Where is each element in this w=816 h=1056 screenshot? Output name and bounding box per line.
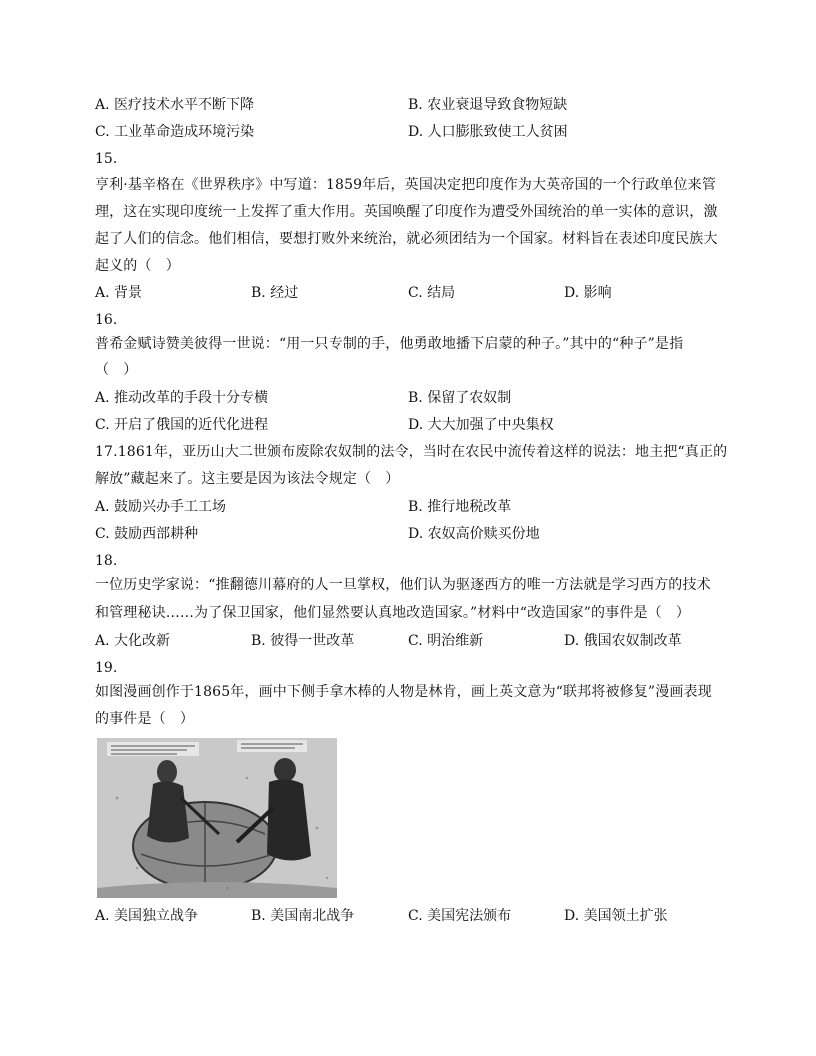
q18-option-b: B. 彼得一世改革 [251,633,355,649]
q19-option-c: C. 美国宪法颁布 [408,908,512,924]
q14-option-b: B. 农业衰退导致食物短缺 [408,97,568,113]
q17-option-c: C. 鼓励西部耕种 [95,526,199,542]
q16-option-a: A. 推动改革的手段十分专横 [95,390,269,406]
q16-stem-line: （ ） [95,362,138,378]
q19-stem-line: 如图漫画创作于1865年，画中下侧手拿木棒的人物是林肯，画上英文意为“联邦将被修复”漫画表现 [95,684,712,700]
q16-number: 16. [95,312,118,328]
q15-stem-line: 起了人们的信念。他们相信，要想打败外来统治，就必须团结为一个国家。材料旨在表述印度民族大 [95,231,718,247]
q19-number: 19. [95,660,118,676]
q18-option-c: C. 明治维新 [408,633,484,649]
q18-option-a: A. 大化改新 [95,633,171,649]
q17-stem-line: 解放”藏起来了。这主要是因为该法令规定（ ） [95,471,400,487]
q15-option-a: A. 背景 [95,285,143,301]
q17-option-b: B. 推行地税改革 [408,499,512,515]
q17-option-a: A. 鼓励兴办手工工场 [95,499,227,515]
q15-stem-line: 理，这在实现印度统一上发挥了重大作用。英国唤醒了印度作为遭受外国统治的单一实体的意识，激 [95,204,718,220]
q17-stem-line: 17.1861年，亚历山大二世颁布废除农奴制的法令，当时在农民中流传着这样的说法：地主把“真正的 [95,444,728,460]
q19-option-d: D. 美国领土扩张 [564,908,668,924]
q18-stem-line: 一位历史学家说：“推翻德川幕府的人一旦掌权，他们认为驱逐西方的唯一方法就是学习西方的技术 [95,577,711,593]
q15-option-c: C. 结局 [408,285,456,301]
q16-option-b: B. 保留了农奴制 [408,390,512,406]
q18-stem-line: 和管理秘诀……为了保卫国家，他们显然要认真地改造国家。”材料中“改造国家”的事件是（ ） [95,605,691,621]
q16-stem-line: 普希金赋诗赞美彼得一世说：“用一只专制的手，他勇敢地播下启蒙的种子。”其中的“种子”是指 [95,336,684,352]
q19-stem-line: 的事件是（ ） [95,711,195,727]
q15-option-d: D. 影响 [564,285,612,301]
q15-stem-line: 起义的（ ） [95,258,180,274]
q19-option-a: A. 美国独立战争 [95,908,199,924]
q18-option-d: D. 俄国农奴制改革 [564,633,682,649]
q15-number: 15. [95,151,118,167]
q17-option-d: D. 农奴高价赎买份地 [408,526,540,542]
q15-option-b: B. 经过 [251,285,299,301]
q14-option-c: C. 工业革命造成环境污染 [95,124,255,140]
q14-option-d: D. 人口膨胀致使工人贫困 [408,124,568,140]
q19-option-b: B. 美国南北战争 [251,908,355,924]
q14-option-a: A. 医疗技术水平不断下降 [95,97,255,113]
q16-option-d: D. 大大加强了中央集权 [408,417,554,433]
political-cartoon-image [97,738,337,898]
q16-option-c: C. 开启了俄国的近代化进程 [95,417,269,433]
q15-stem-line: 亨利·基辛格在《世界秩序》中写道：1859年后，英国决定把印度作为大英帝国的一个行政单位来管 [95,177,716,193]
q18-number: 18. [95,553,118,569]
